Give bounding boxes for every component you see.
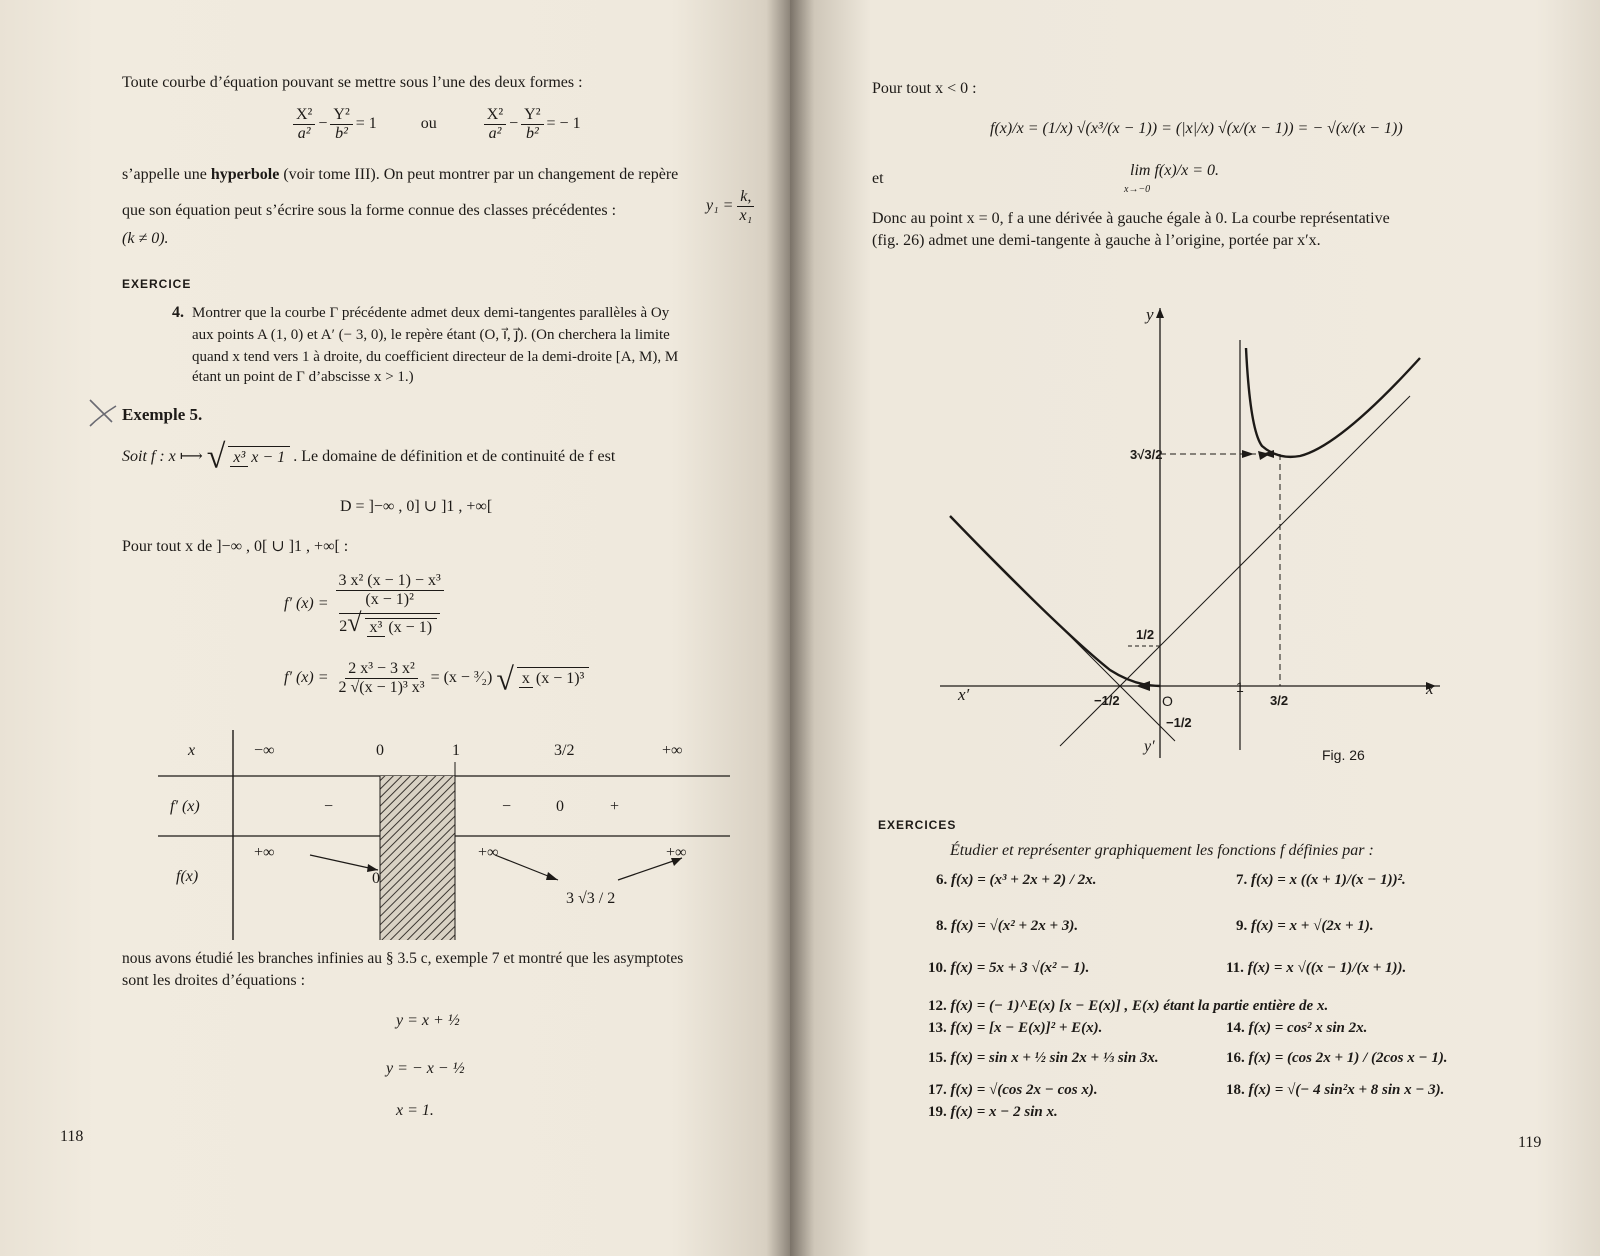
hyperbole-line-2: que son équation peut s’écrire sous la forme connue des classes précédentes : [122,202,617,219]
derivative-2: f′ (x) = $\frac{\text{2 x³ − 3 x²}}{\text{2 √(x − 1)³ x³}}$ = (x − ³⁄₂) √ x (x − 1)³ [284,660,592,697]
table-fp-val-1: − [502,798,512,815]
table-f-val-1: 0 [372,870,380,887]
exercice4-line2: aux points A (1, 0) et A′ (− 3, 0), le repère étant (O, i⃗, j⃗). (On cherchera la limite [192,327,670,343]
exercise-7: 7. f(x) = x ((x + 1)/(x − 1))². [1236,872,1406,888]
curve-right-branch [1246,348,1420,457]
table-f-label: f(x) [176,868,199,885]
domain: D = ]−∞ , 0] ∪ ]1 , +∞[ [340,498,493,515]
table-f-val-0: +∞ [254,844,275,861]
exercise-13: 13. f(x) = [x − E(x)]² + E(x). [928,1020,1103,1036]
exercise-14: 14. f(x) = cos² x sin 2x. [1226,1020,1368,1036]
table-f-val-4: +∞ [666,844,687,861]
left-page [0,0,790,1256]
page-number-left: 118 [60,1128,84,1145]
exercise-6: 6. f(x) = (x³ + 2x + 2) / 2x. [936,872,1097,888]
table-x-val-4: +∞ [662,742,683,759]
branches-line1: nous avons étudié les branches infinies au § 3.5 c, exemple 7 et montré que les asymptotes [122,950,684,967]
right-page [790,0,1600,1256]
frac-equation: f(x)/x = (1/x) √(x³/(x − 1)) = (|x|/x) √(x/(x − 1)) = − √(x/(x − 1)) [990,120,1403,137]
exercise-16: 16. f(x) = (cos 2x + 1) / (2cos x − 1). [1226,1050,1448,1066]
fig-label-yprime: y′ [1144,738,1155,755]
fig-label-three-half: 3/2 [1270,693,1289,708]
exercise-12: 12. f(x) = (− 1)^E(x) [x − E(x)] , E(x) étant la partie entière de x. [928,998,1329,1014]
y1-formula: y₁ = $\frac{k,}{\text{x₁}}$ [706,188,758,225]
hyperbola-forms: $\frac{\text{X²}}{\text{a²}}$ − $\frac{\text{Y²}}{\text{b²}}$ = 1 ou $\frac{\text{X²}}{\text{a²}}$ − $\frac{\text{Y²}}{\text{b²}}$ = − 1 [290,106,581,143]
asymptote-3: x = 1. [396,1102,434,1119]
asymptote-2: y = − x − ½ [386,1060,465,1077]
table-x-val-0: −∞ [254,742,275,759]
limit-subscript: x→−0 [1124,184,1151,195]
exercise-17: 17. f(x) = √(cos 2x − cos x). [928,1082,1098,1098]
variation-table [150,730,730,940]
curve-left-branch [950,516,1160,686]
exercice4-line4: étant un point de Γ d’abscisse x > 1.) [192,369,414,385]
exercise-11: 11. f(x) = x √((x − 1)/(x + 1)). [1226,960,1407,976]
limit-equation: lim f(x)/x = 0. [1130,162,1219,179]
exercice4-number: 4. [172,304,184,321]
exercices-intro: Étudier et représenter graphiquement les fonctions f définies par : [950,842,1374,859]
table-x-val-1: 0 [376,742,384,759]
table-fp-val-2: 0 [556,798,564,815]
derivative-1: f′ (x) = 3 x² (x − 1) − x³ (x − 1)² 2√ x³ (x − 1) [284,572,447,637]
et-word: et [872,170,884,187]
exercise-9: 9. f(x) = x + √(2x + 1). [1236,918,1374,934]
pour-tout-line: Pour tout x de ]−∞ , 0[ ∪ ]1 , +∞[ : [122,538,349,555]
fig-label-half-y: 1/2 [1136,627,1155,642]
fig-label-neg-half-y: −1/2 [1166,715,1192,730]
donc-line1: Donc au point x = 0, f a une dérivée à gauche égale à 0. La courbe représentative [872,210,1390,227]
figure-caption: Fig. 26 [1322,747,1365,763]
figure-26 [940,300,1440,770]
donc-line2: (fig. 26) admet une demi-tangente à gauche à l’origine, portée par x′x. [872,232,1321,249]
fig-label-neg-half-x: −1/2 [1094,693,1120,708]
exercise-19: 19. f(x) = x − 2 sin x. [928,1104,1058,1120]
exercices-heading: EXERCICES [878,818,957,832]
branches-line2: sont les droites d’équations : [122,972,306,989]
asymptote-1: y = x + ½ [396,1012,460,1029]
exercice-heading: EXERCICE [122,277,192,291]
pour-neg-line: Pour tout x < 0 : [872,80,977,97]
hyperbole-line: s’appelle une hyperbole (voir tome III). On peut montrer par un changement de repère [122,166,679,183]
table-x-label: x [188,742,196,759]
fig-label-min-value: 3√3/2 [1130,447,1163,462]
table-x-val-2: 1 [452,742,460,759]
fig-label-y: y [1146,305,1154,324]
table-f-val-2: +∞ [478,844,499,861]
fig-label-x: x [1426,679,1434,698]
table-f-val-3: 3 √3 / 2 [566,890,616,907]
pencil-mark-icon [86,396,120,430]
exemple-heading: Exemple 5. [122,405,203,424]
exercise-8: 8. f(x) = √(x² + 2x + 3). [936,918,1079,934]
exercise-18: 18. f(x) = √(− 4 sin²x + 8 sin x − 3). [1226,1082,1445,1098]
table-fp-label: f′ (x) [170,798,200,815]
exercise-15: 15. f(x) = sin x + ½ sin 2x + ⅓ sin 3x. [928,1050,1159,1066]
table-x-val-3: 3/2 [554,742,575,759]
exercice4-line3: quand x tend vers 1 à droite, du coefficient directeur de la demi-droite [A, M), M [192,349,679,365]
fig-label-xprime: x′ [958,685,970,704]
intro-text: Toute courbe d’équation pouvant se mettre sous l’une des deux formes : [122,74,583,91]
fig-label-origin: O [1162,693,1173,709]
fig-label-one: 1 [1236,679,1244,695]
exercise-10: 10. f(x) = 5x + 3 √(x² − 1). [928,960,1090,976]
page-number-right: 119 [1518,1134,1542,1151]
soit-line: Soit f : x ⟼ √ x³ x − 1 . Le domaine de définition et de continuité de f est [122,438,616,476]
k-condition: (k ≠ 0). [122,230,169,247]
exercice4-line1: Montrer que la courbe Γ précédente admet deux demi-tangentes parallèles à Oy [192,305,670,321]
table-fp-val-0: − [324,798,334,815]
table-fp-val-3: + [610,798,620,815]
